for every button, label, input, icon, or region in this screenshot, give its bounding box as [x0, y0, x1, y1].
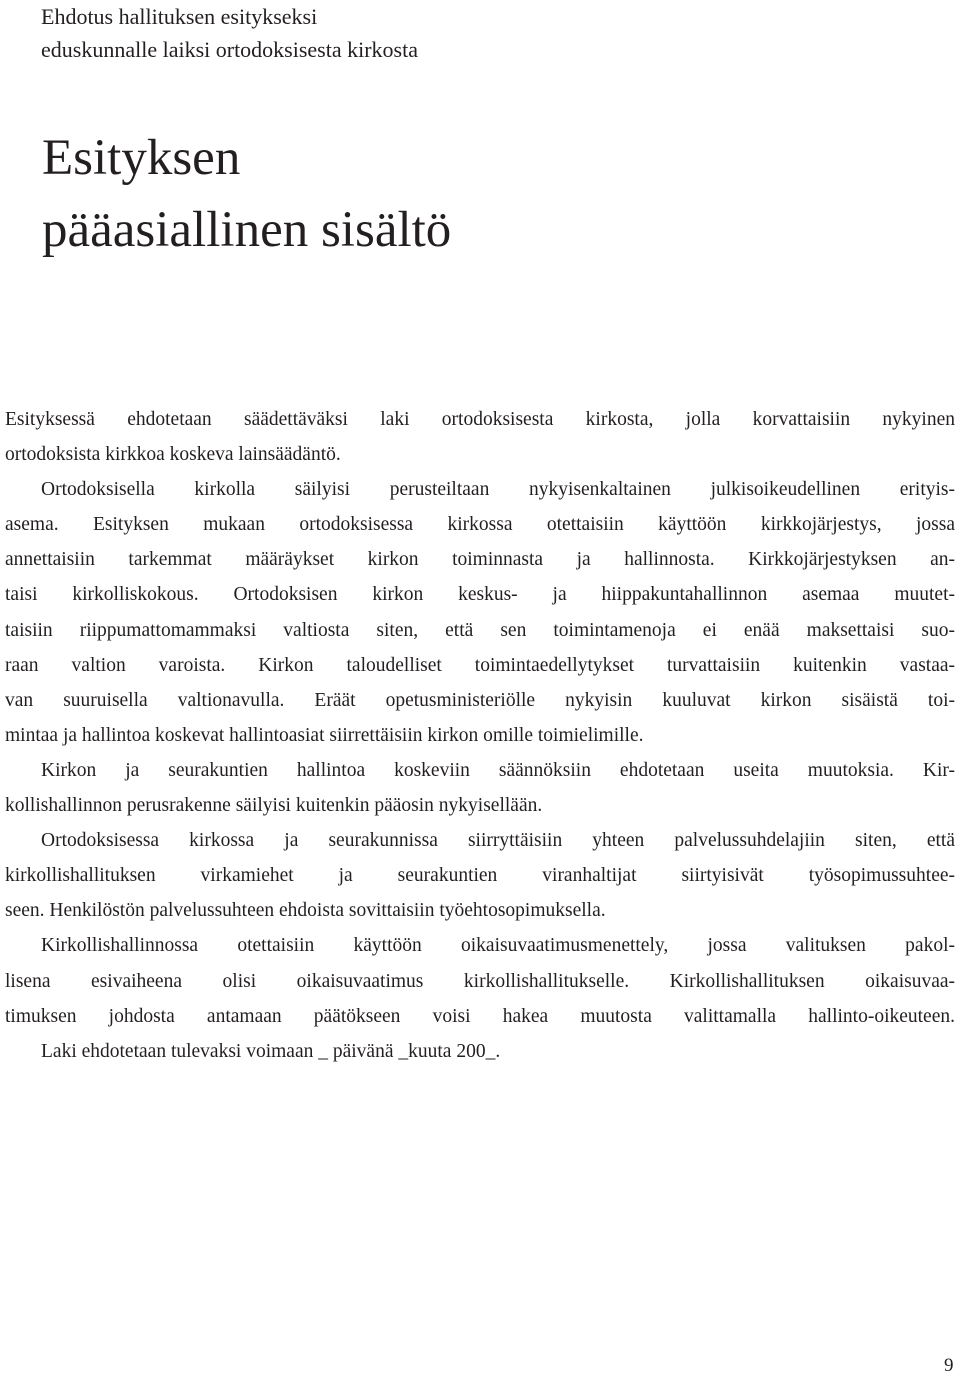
- body-line: lisena esivaiheena olisi oikaisuvaatimus kirkollishallitukselle. Kirkollishallituksen oikaisuvaa-: [5, 970, 955, 992]
- body-line: taisi kirkolliskokous. Ortodoksisen kirkon keskus- ja hiippakuntahallinnon asemaa muutet-: [5, 584, 955, 606]
- body-line: Ortodoksisella kirkolla säilyisi perusteiltaan nykyisenkaltainen julkisoikeudellinen erityis-: [41, 479, 955, 501]
- body-line: annettaisiin tarkemmat määräykset kirkon toiminnasta ja hallinnosta. Kirkkojärjestyksen an-: [5, 549, 955, 571]
- header-line-1: Ehdotus hallituksen esitykseksi: [41, 4, 318, 29]
- body-line: kollishallinnon perusrakenne säilyisi kuitenkin pääosin nykyisellään.: [5, 795, 543, 817]
- summary-body: [5, 402, 955, 1069]
- body-line: kirkollishallituksen virkamiehet ja seurakuntien viranhaltijat siirtyisivät työsopimussuhtee-: [5, 865, 955, 887]
- document-header: [41, 0, 921, 66]
- title-line-2: pääasiallinen sisältö: [42, 202, 452, 258]
- body-line: van suuruisella valtionavulla. Eräät opetusministeriölle nykyisin kuuluvat kirkon sisäistä toi-: [5, 689, 955, 711]
- body-line: asema. Esityksen mukaan ortodoksisessa kirkossa otettaisiin käyttöön kirkkojärjestys, jossa: [5, 514, 955, 536]
- body-line: raan valtion varoista. Kirkon taloudelliset toimintaedellytykset turvattaisiin kuitenkin vastaa-: [5, 654, 955, 676]
- body-line: Kirkon ja seurakuntien hallintoa koskeviin säännöksiin ehdotetaan useita muutoksia. Kir-: [41, 759, 955, 781]
- body-line: Laki ehdotetaan tulevaksi voimaan _ päivänä _kuuta 200_.: [41, 1040, 501, 1062]
- body-line: seen. Henkilöstön palvelussuhteen ehdoista sovittaisiin työehtosopimuksella.: [5, 900, 606, 922]
- title-line-1: Esityksen: [42, 130, 241, 186]
- header-line-2: eduskunnalle laiksi ortodoksisesta kirkosta: [41, 37, 418, 62]
- body-line: ortodoksista kirkkoa koskeva lainsäädäntö.: [5, 444, 341, 466]
- body-line: timuksen johdosta antamaan päätökseen voisi hakea muutosta valittamalla hallinto-oikeuteen.: [5, 1005, 955, 1027]
- page-number: 9: [944, 1355, 954, 1376]
- body-line: taisiin riippumattomammaksi valtiosta siten, että sen toimintamenoja ei enää maksettaisi suo-: [5, 619, 955, 641]
- body-line: mintaa ja hallintoa koskevat hallintoasiat siirrettäisiin kirkon omille toimielimille.: [5, 724, 644, 746]
- body-line: Esityksessä ehdotetaan säädettäväksi laki ortodoksisesta kirkosta, jolla korvattaisiin nykyinen: [5, 409, 955, 430]
- body-line: Ortodoksisessa kirkossa ja seurakunnissa siirryttäisiin yhteen palvelussuhdelajiin siten, että: [41, 830, 955, 852]
- page-title: [42, 122, 922, 266]
- body-line: Kirkollishallinnossa otettaisiin käyttöön oikaisuvaatimusmenettely, jossa valituksen pakol-: [41, 935, 955, 957]
